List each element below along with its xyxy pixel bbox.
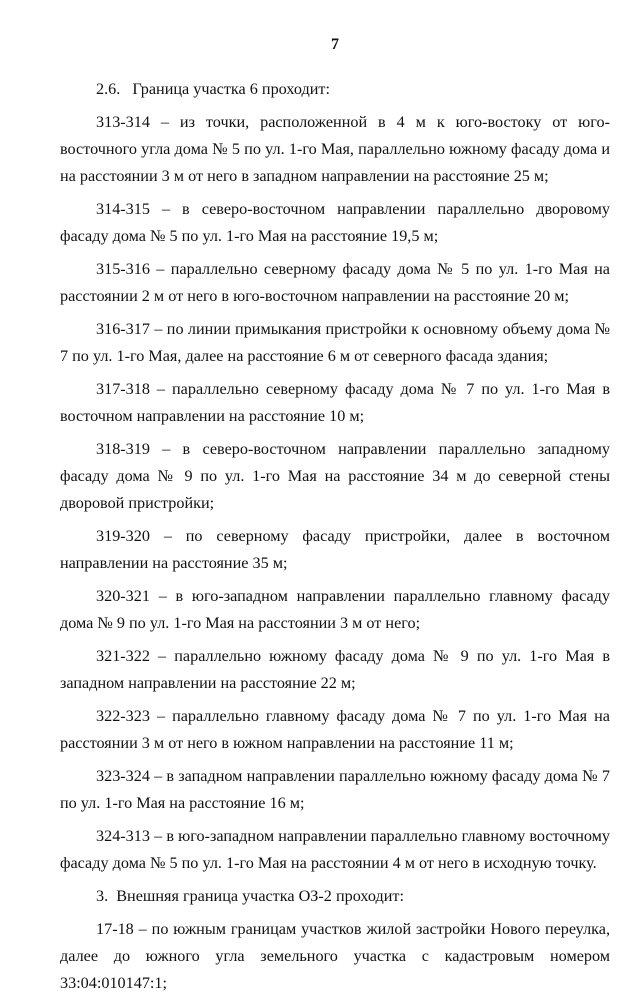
boundary-segment-318-319: 318-319 – в северо-восточном направлении параллельно западному фасаду дома № 9 по ул. 1-го Мая на расстояние 34 м до северной стены дворовой пристройки; <box>60 440 610 512</box>
boundary-segment-316-317: 316-317 – по линии примыкания пристройки к основному объему дома № 7 по ул. 1-го Мая, далее на расстояние 6 м от северного фасада здания; <box>60 320 610 365</box>
boundary-segment-314-315: 314-315 – в северо-восточном направлении параллельно дворовому фасаду дома № 5 по ул. 1-го Мая на расстояние 19,5 м; <box>60 200 610 245</box>
boundary-segment-321-322: 321-322 – параллельно южному фасаду дома № 9 по ул. 1-го Мая в западном направлении на расстояние 22 м; <box>60 647 610 692</box>
boundary-segment-317-318: 317-318 – параллельно северному фасаду дома № 7 по ул. 1-го Мая в восточном направлении на расстояние 10 м; <box>60 380 610 425</box>
section-heading-3: 3. Внешняя граница участка ОЗ-2 проходит: <box>96 887 404 905</box>
boundary-segment-17-18: 17-18 – по южным границам участков жилой застройки Нового переулка, далее до южного угла земельного участка с кадастровым номером 33:04:010147:1; <box>60 920 610 992</box>
boundary-segment-323-324: 323-324 – в западном направлении параллельно южному фасаду дома № 7 по ул. 1-го Мая на расстояние 16 м; <box>60 767 610 812</box>
boundary-segment-315-316: 315-316 – параллельно северному фасаду дома № 5 по ул. 1-го Мая на расстоянии 2 м от него в юго-восточном направлении на расстояние 20 м; <box>60 260 610 305</box>
boundary-segment-319-320: 319-320 – по северному фасаду пристройки, далее в восточном направлении на расстояние 35 м; <box>60 527 610 572</box>
page-number: 7 <box>331 36 339 53</box>
boundary-segment-320-321: 320-321 – в юго-западном направлении параллельно главному фасаду дома № 9 по ул. 1-го Мая на расстоянии 3 м от него; <box>60 587 610 632</box>
boundary-segment-324-313: 324-313 – в юго-западном направлении параллельно главному восточному фасаду дома № 5 по ул. 1-го Мая на расстоянии 4 м от него в исходную точку. <box>60 827 610 872</box>
section-heading-2-6: 2.6. Граница участка 6 проходит: <box>96 80 330 98</box>
boundary-segment-322-323: 322-323 – параллельно главному фасаду дома № 7 по ул. 1-го Мая на расстоянии 3 м от него в южном направлении на расстояние 11 м; <box>60 707 610 752</box>
boundary-segment-313-314: 313-314 – из точки, расположенной в 4 м к юго-востоку от юго-восточного угла дома № 5 по ул. 1-го Мая, параллельно южному фасаду дома и на расстоянии 3 м от него в западном направлении на расстояние 25 м; <box>60 113 610 185</box>
